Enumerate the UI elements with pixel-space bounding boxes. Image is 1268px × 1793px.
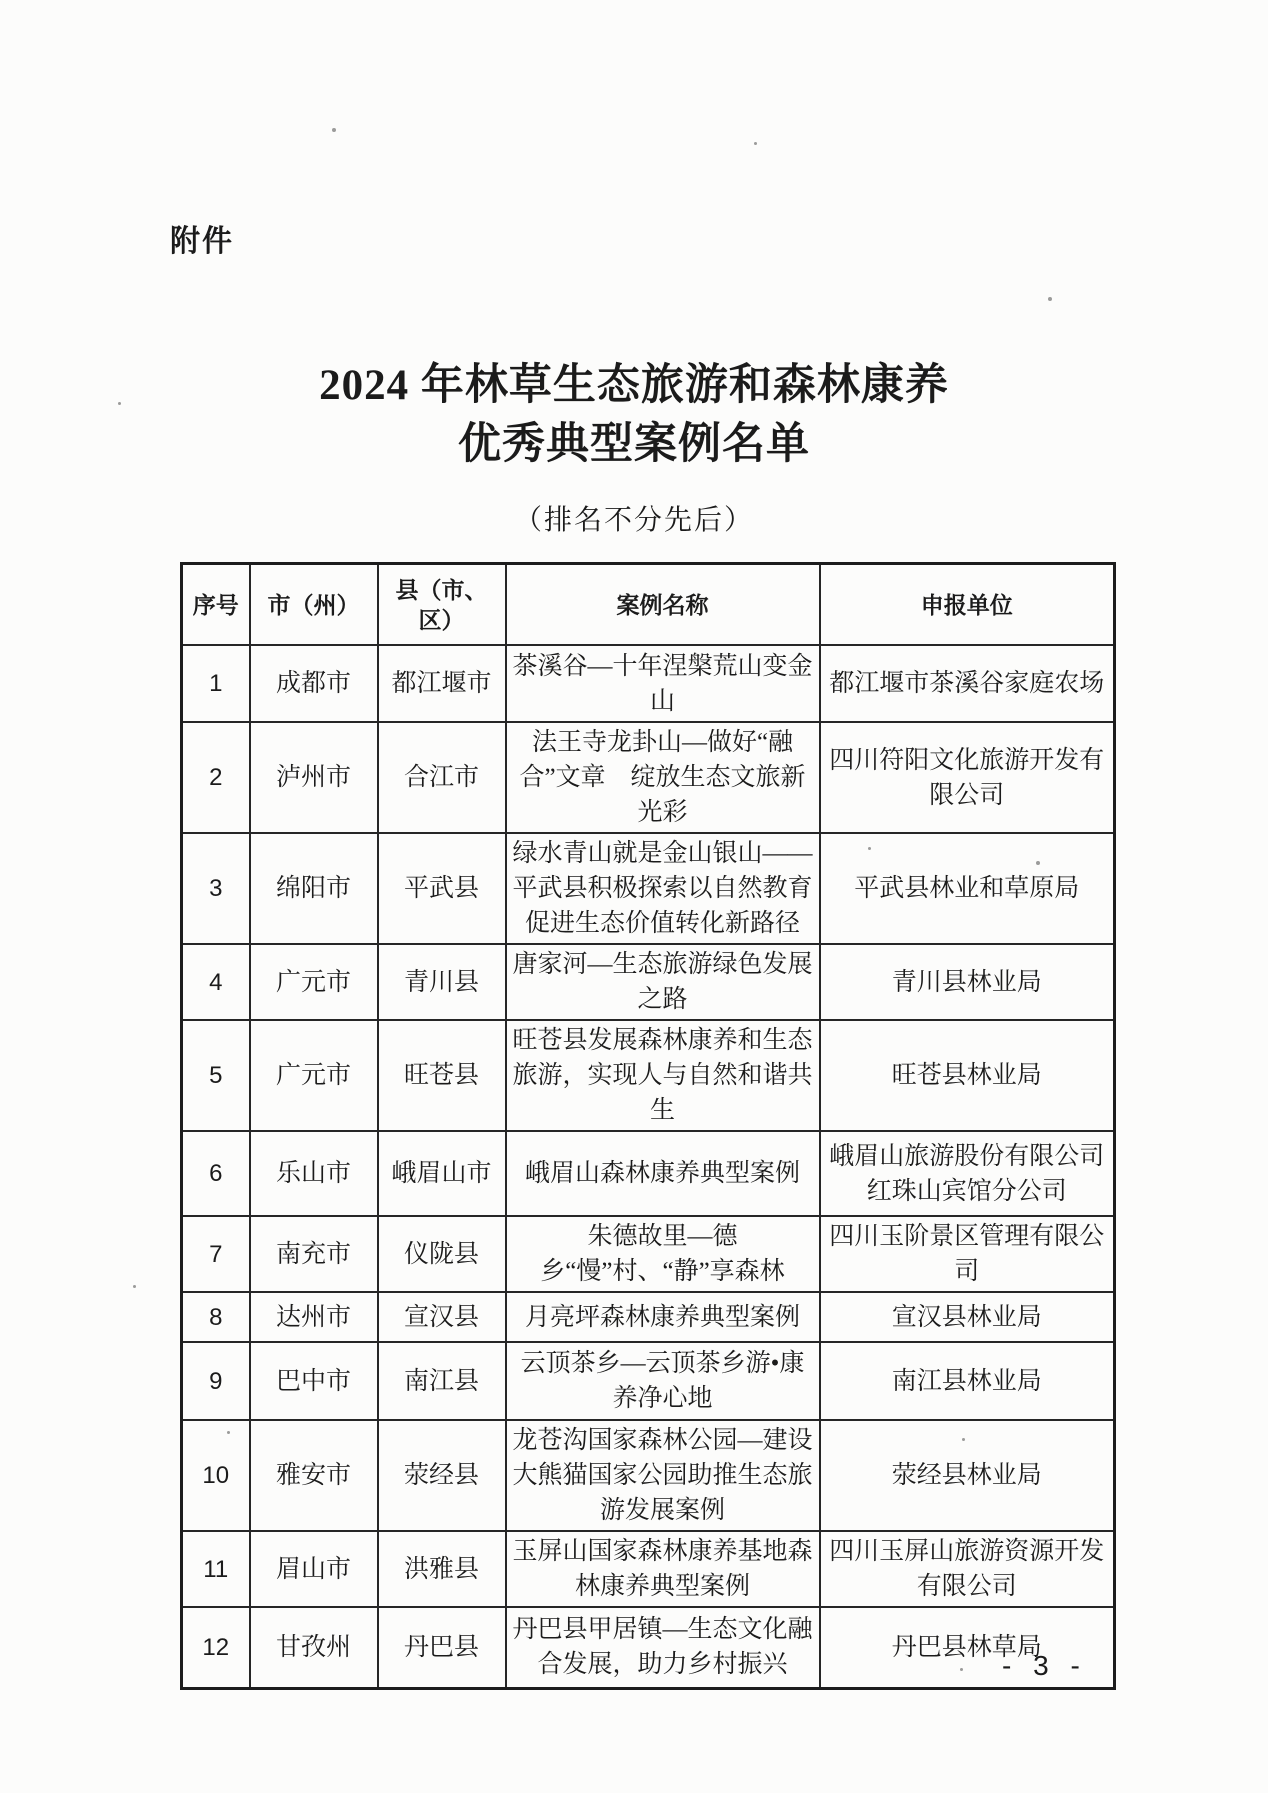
cell-city: 成都市 <box>250 645 378 722</box>
header-no: 序号 <box>182 564 250 646</box>
header-county: 县（市、区） <box>378 564 506 646</box>
cell-case-name: 茶溪谷—十年涅槃荒山变金山 <box>506 645 820 722</box>
scan-speck <box>1048 297 1052 301</box>
cell-case-name: 法王寺龙卦山—做好“融合”文章 绽放生态文旅新光彩 <box>506 722 820 833</box>
cell-no: 8 <box>182 1292 250 1342</box>
cell-county: 合江市 <box>378 722 506 833</box>
table-row <box>182 1292 1115 1342</box>
cases-table <box>180 562 1116 1690</box>
cell-case-name: 玉屏山国家森林康养基地森林康养典型案例 <box>506 1531 820 1607</box>
cell-unit: 荥经县林业局 <box>820 1420 1115 1531</box>
scan-speck <box>332 128 336 132</box>
cell-city: 达州市 <box>250 1292 378 1342</box>
table-row <box>182 833 1115 944</box>
cell-no: 4 <box>182 944 250 1020</box>
cell-no: 10 <box>182 1420 250 1531</box>
cell-case-name: 丹巴县甲居镇—生态文化融合发展，助力乡村振兴 <box>506 1607 820 1688</box>
table-row <box>182 1607 1115 1688</box>
cell-case-name: 峨眉山森林康养典型案例 <box>506 1131 820 1216</box>
table-header-row <box>182 564 1115 646</box>
cell-county: 都江堰市 <box>378 645 506 722</box>
table-row <box>182 1216 1115 1292</box>
cell-city: 绵阳市 <box>250 833 378 944</box>
cell-no: 6 <box>182 1131 250 1216</box>
cell-county: 青川县 <box>378 944 506 1020</box>
cell-case-name: 龙苍沟国家森林公园—建设大熊猫国家公园助推生态旅游发展案例 <box>506 1420 820 1531</box>
cell-city: 巴中市 <box>250 1342 378 1420</box>
table-row <box>182 645 1115 722</box>
cell-unit: 旺苍县林业局 <box>820 1020 1115 1131</box>
cell-county: 仪陇县 <box>378 1216 506 1292</box>
scan-speck <box>1036 861 1040 865</box>
cell-no: 12 <box>182 1607 250 1688</box>
cell-county: 峨眉山市 <box>378 1131 506 1216</box>
cell-city: 广元市 <box>250 1020 378 1131</box>
title-line-1: 2024 年林草生态旅游和森林康养 <box>319 362 949 409</box>
header-city: 市（州） <box>250 564 378 646</box>
cell-county: 洪雅县 <box>378 1531 506 1607</box>
scan-speck <box>227 1431 230 1434</box>
cell-city: 南充市 <box>250 1216 378 1292</box>
cell-case-name: 唐家河—生态旅游绿色发展之路 <box>506 944 820 1020</box>
cell-county: 丹巴县 <box>378 1607 506 1688</box>
cell-county: 旺苍县 <box>378 1020 506 1131</box>
cell-no: 5 <box>182 1020 250 1131</box>
cell-no: 7 <box>182 1216 250 1292</box>
cell-case-name: 绿水青山就是金山银山——平武县积极探索以自然教育促进生态价值转化新路径 <box>506 833 820 944</box>
scan-speck <box>962 1438 965 1441</box>
cell-city: 乐山市 <box>250 1131 378 1216</box>
cell-case-name: 旺苍县发展森林康养和生态旅游，实现人与自然和谐共生 <box>506 1020 820 1131</box>
cell-county: 宣汉县 <box>378 1292 506 1342</box>
scan-speck <box>133 1285 136 1288</box>
cell-unit: 丹巴县林草局 <box>820 1607 1115 1688</box>
cell-city: 甘孜州 <box>250 1607 378 1688</box>
cell-unit: 峨眉山旅游股份有限公司红珠山宾馆分公司 <box>820 1131 1115 1216</box>
scan-speck <box>754 142 757 145</box>
cell-unit: 四川玉阶景区管理有限公司 <box>820 1216 1115 1292</box>
cell-county: 南江县 <box>378 1342 506 1420</box>
table-row <box>182 722 1115 833</box>
title-line-2: 优秀典型案例名单 <box>458 421 810 468</box>
table-row <box>182 1131 1115 1216</box>
cell-county: 荥经县 <box>378 1420 506 1531</box>
table-row <box>182 1420 1115 1531</box>
header-case-name: 案例名称 <box>506 564 820 646</box>
scan-speck <box>868 847 871 850</box>
cell-city: 广元市 <box>250 944 378 1020</box>
cell-unit: 宣汉县林业局 <box>820 1292 1115 1342</box>
cell-unit: 都江堰市茶溪谷家庭农场 <box>820 645 1115 722</box>
cell-no: 3 <box>182 833 250 944</box>
cell-no: 2 <box>182 722 250 833</box>
attachment-label: 附件 <box>170 225 234 258</box>
cell-unit: 四川玉屏山旅游资源开发有限公司 <box>820 1531 1115 1607</box>
scan-speck <box>118 402 121 405</box>
table-row <box>182 1531 1115 1607</box>
cell-case-name: 云顶茶乡—云顶茶乡游•康养净心地 <box>506 1342 820 1420</box>
cell-no: 11 <box>182 1531 250 1607</box>
document-title <box>0 356 1268 474</box>
cell-county: 平武县 <box>378 833 506 944</box>
header-unit: 申报单位 <box>820 564 1115 646</box>
cell-no: 1 <box>182 645 250 722</box>
cell-case-name: 朱德故里—德乡“慢”村、“静”享森林 <box>506 1216 820 1292</box>
cell-city: 泸州市 <box>250 722 378 833</box>
cell-case-name: 月亮坪森林康养典型案例 <box>506 1292 820 1342</box>
cell-unit: 四川符阳文化旅游开发有限公司 <box>820 722 1115 833</box>
cell-unit: 青川县林业局 <box>820 944 1115 1020</box>
cell-city: 雅安市 <box>250 1420 378 1531</box>
cell-unit: 南江县林业局 <box>820 1342 1115 1420</box>
page-number: - 3 - <box>1002 1650 1087 1681</box>
cell-no: 9 <box>182 1342 250 1420</box>
cell-city: 眉山市 <box>250 1531 378 1607</box>
table-row <box>182 944 1115 1020</box>
document-subtitle: （排名不分先后） <box>513 505 754 536</box>
scan-speck <box>960 1668 963 1671</box>
table-row <box>182 1342 1115 1420</box>
table-row <box>182 1020 1115 1131</box>
cell-unit: 平武县林业和草原局 <box>820 833 1115 944</box>
